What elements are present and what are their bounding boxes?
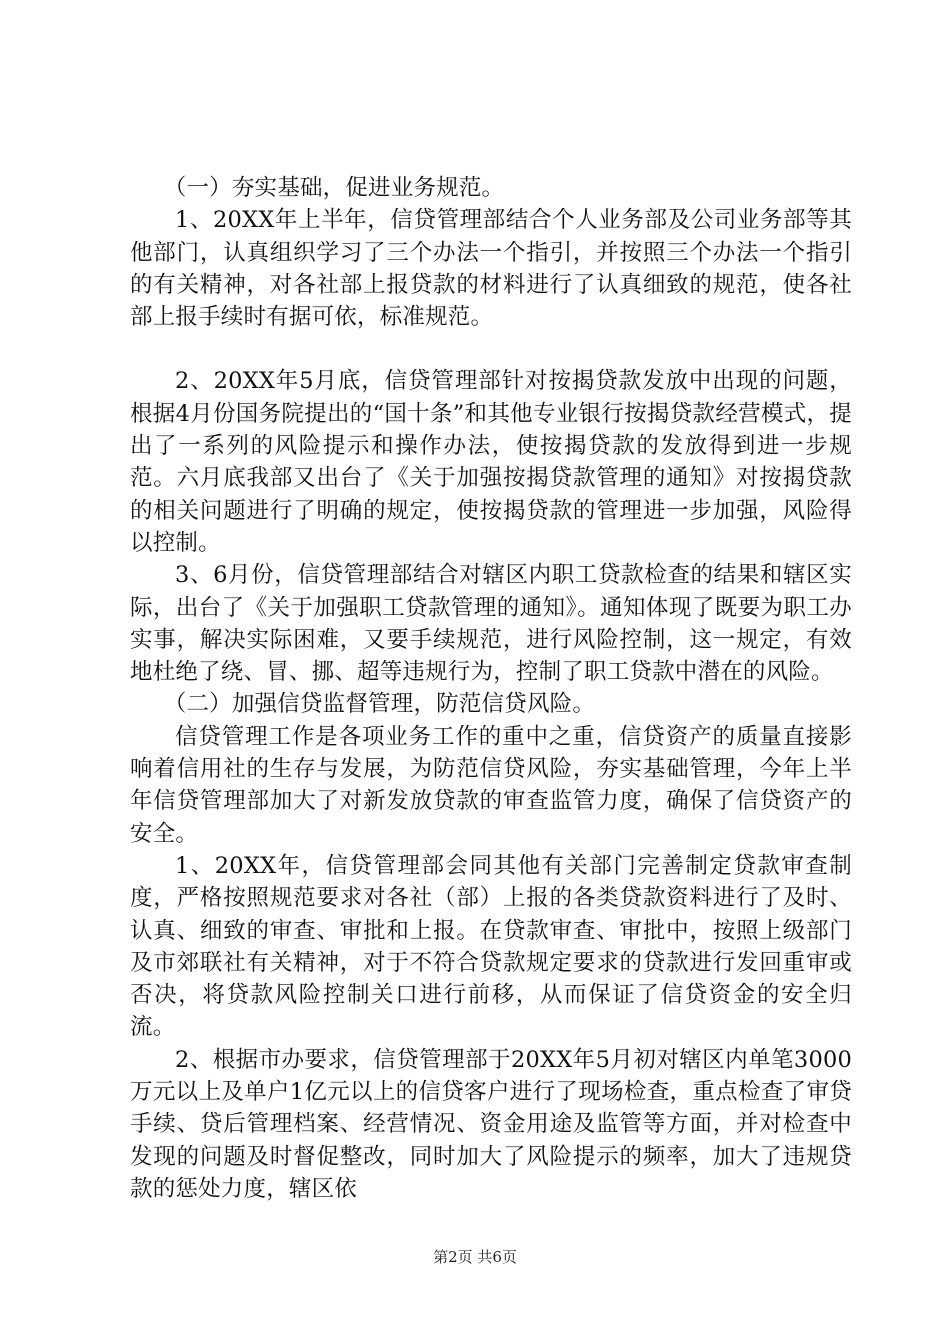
paragraph-5: 1、20XX年，信贷管理部会同其他有关部门完善制定贷款审查制度，严格按照规范要求对各社（部）上报的各类贷款资料进行了及时、认真、细致的审查、审批和上报。在贷款审查、审批中，按照上级部门及市郊联社有关精神，对于不符合贷款规定要求的贷款进行发回重审或否决，将贷款风险控制关口进行前移，从而保证了信贷资金的安全归流。 <box>130 852 852 1041</box>
paragraph-3: 3、6月份，信贷管理部结合对辖区内职工贷款检查的结果和辖区实际，出台了《关于加强职工贷款管理的通知》。通知体现了既要为职工办实事，解决实际困难，又要手续规范，进行风险控制，这一规定，有效地杜绝了绕、冒、挪、超等违规行为，控制了职工贷款中潜在的风险。 <box>130 562 852 686</box>
body-text <box>130 172 852 1205</box>
section-heading-2: （二）加强信贷监督管理，防范信贷风险。 <box>163 691 596 718</box>
paragraph-1: 1、20XX年上半年，信贷管理部结合个人业务部及公司业务部等其他部门，认真组织学习了三个办法一个指引，并按照三个办法一个指引的有关精神，对各社部上报贷款的材料进行了认真细致的规范，使各社部上报手续时有据可依，标准规范。 <box>130 207 852 331</box>
section-heading-1: （一）夯实基础，促进业务规范。 <box>163 175 505 201</box>
paragraph-4: 信贷管理工作是各项业务工作的重中之重，信贷资产的质量直接影响着信用社的生存与发展，为防范信贷风险，夯实基础管理，今年上半年信贷管理部加大了对新发放贷款的审查监管力度，确保了信贷资产的安全。 <box>130 723 852 847</box>
page-footer: 第2页 共6页 <box>433 1248 517 1266</box>
paragraph-2: 2、20XX年5月底，信贷管理部针对按揭贷款发放中出现的问题，根据4月份国务院提出的“国十条”和其他专业银行按揭贷款经营模式，提出了一系列的风险提示和操作办法，使按揭贷款的发放得到进一步规范。六月底我部又出台了《关于加强按揭贷款管理的通知》对按揭贷款的相关问题进行了明确的规定，使按揭贷款的管理进一步加强，风险得以控制。 <box>130 368 852 556</box>
paragraph-6: 2、根据市办要求，信贷管理部于20XX年5月初对辖区内单笔3000万元以上及单户1亿元以上的信贷客户进行了现场检查，重点检查了审贷手续、贷后管理档案、经营情况、资金用途及监管等方面，并对检查中发现的问题及时督促整改，同时加大了风险提示的频率，加大了违规贷款的惩处力度，辖区依 <box>130 1046 852 1202</box>
